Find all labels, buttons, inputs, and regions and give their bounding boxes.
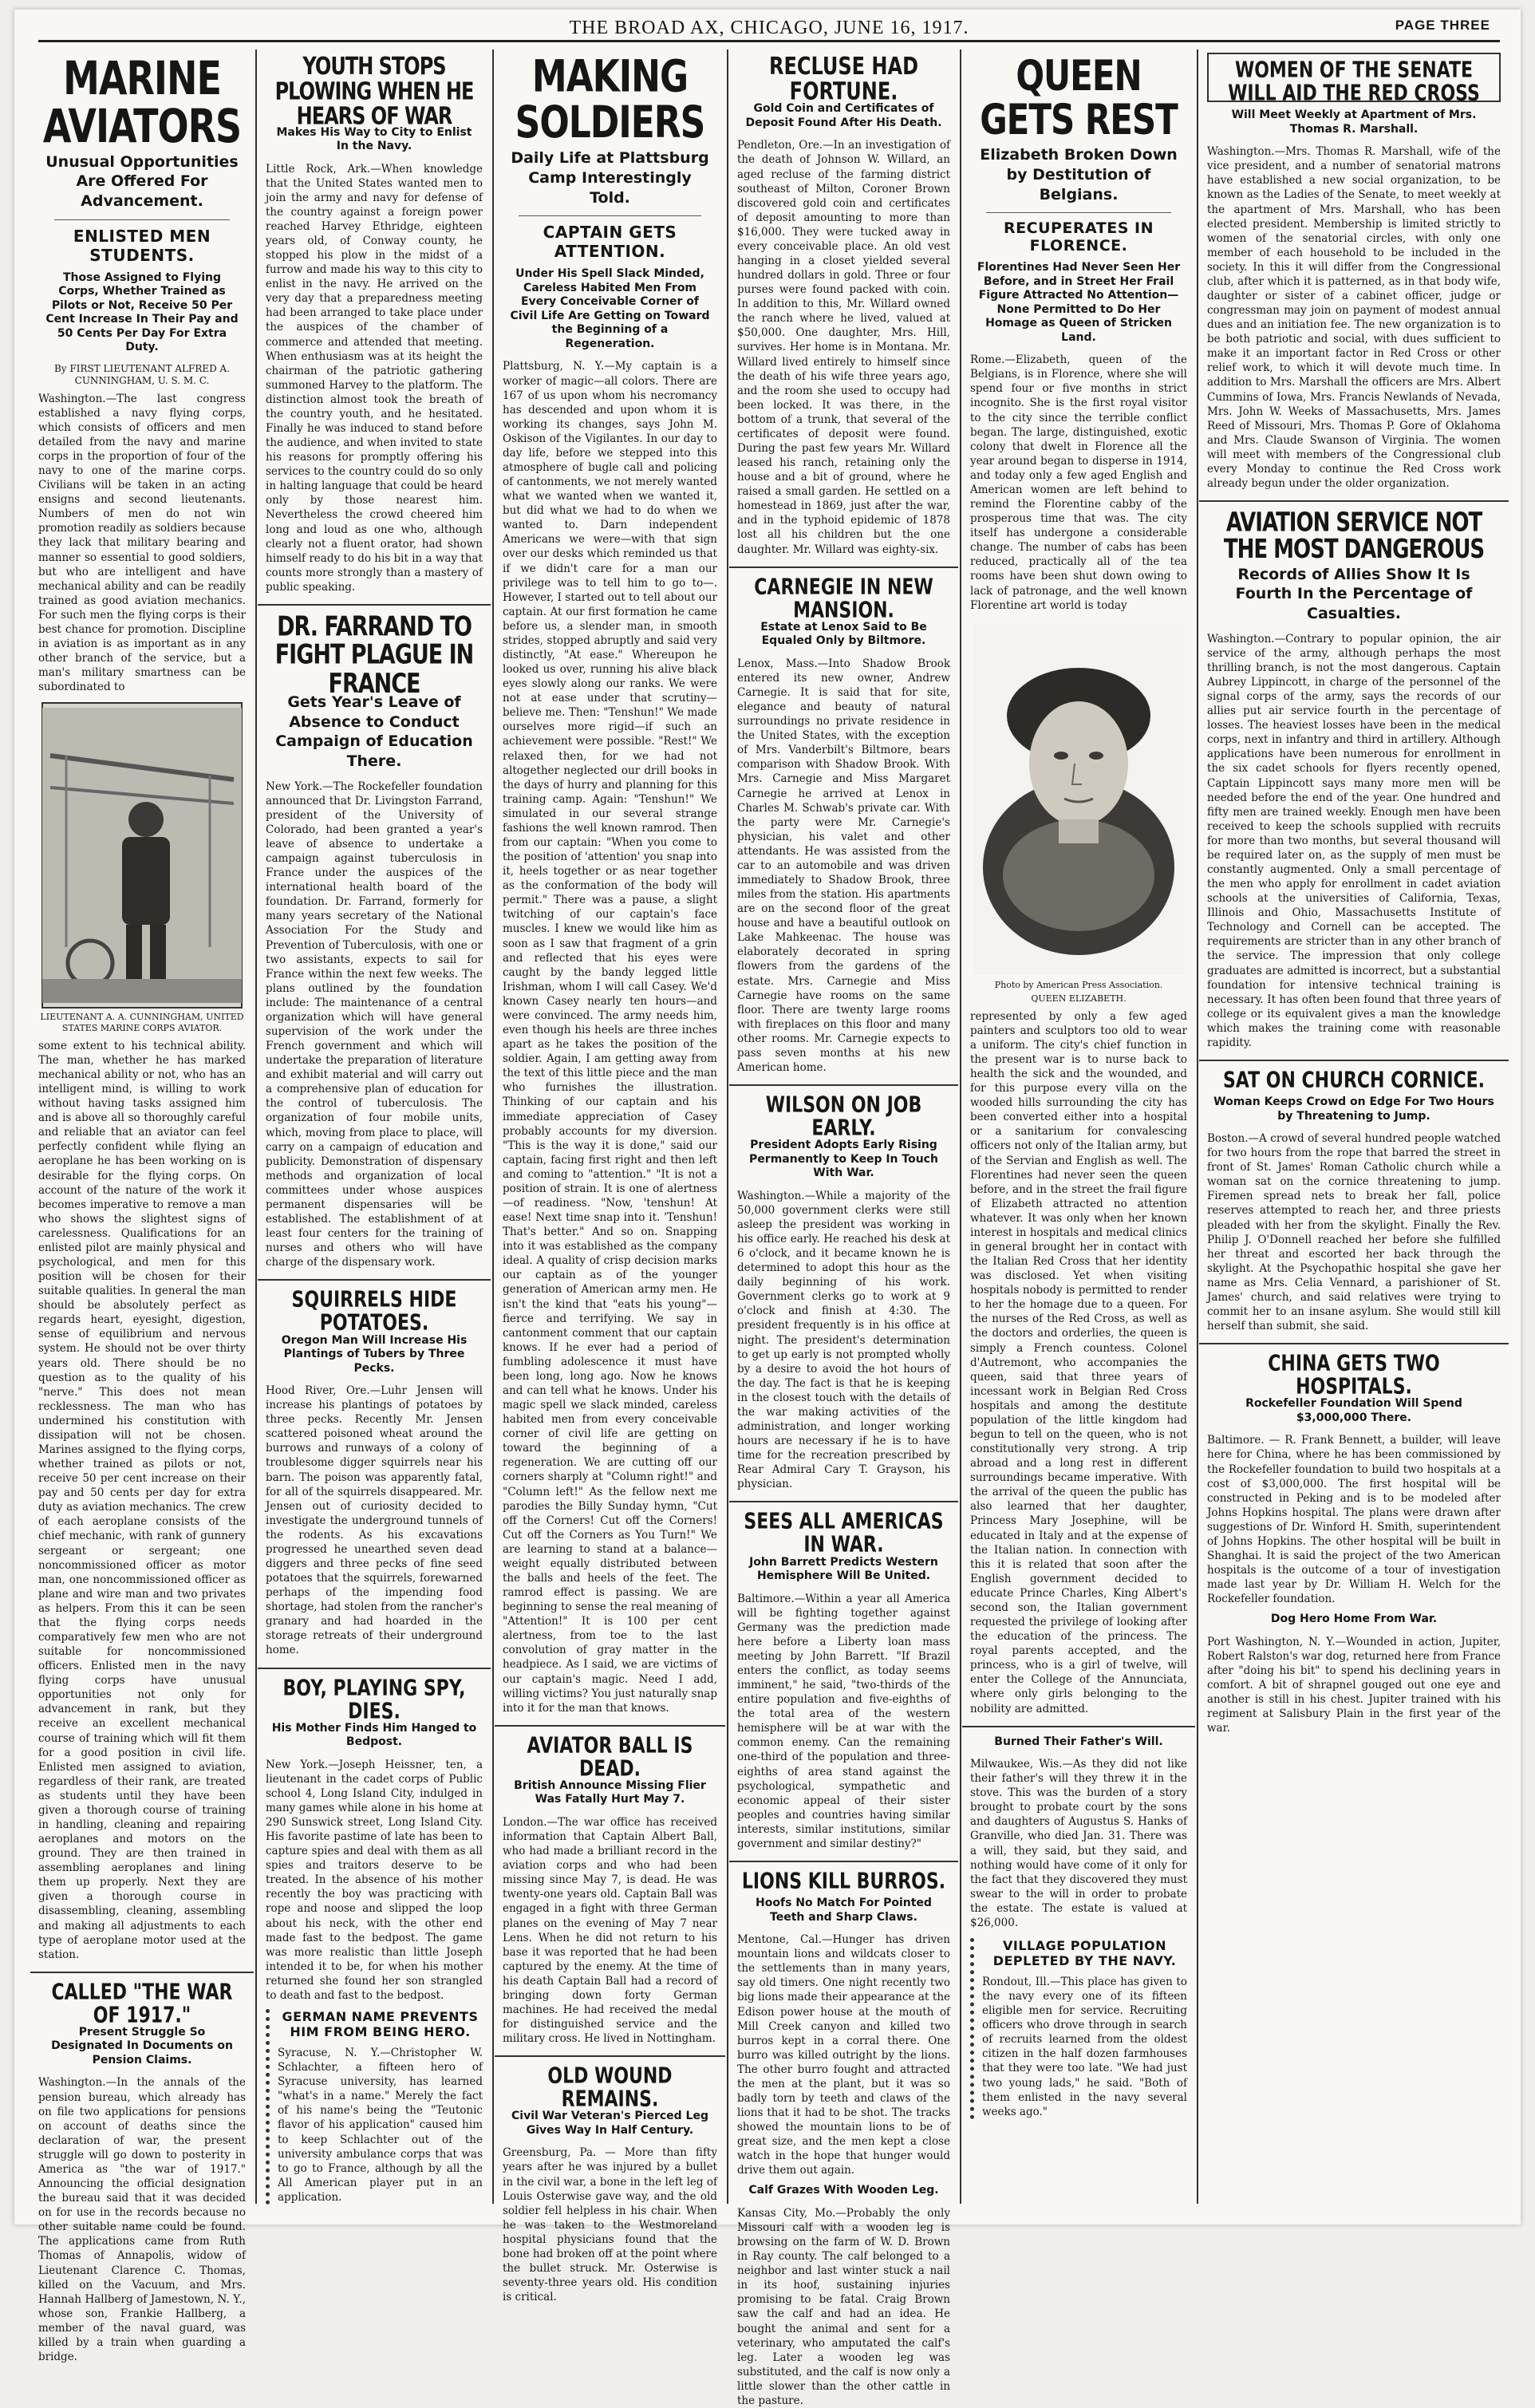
article-body: Pendleton, Ore.—In an investigation of the death of Johnson W. Willard, an aged recluse of the farming district southeast of Milton, Coroner Brown discovered gold coin and certificates of deposit amounting to more than $16,000. They were tucked away in every conceivable place. An old vest hanging in a closet yielded several hundred dollars in gold. Three or four purses were found packed with coin. In addition to this, Mr. Willard owned the ranch where he lived, valued at $50,000. One daughter, Mrs. Hill, survives. Her home is in Montana. Mr. Willard lived entirely to himself since the death of his wife three years ago, and the room she used to occupy had been locked. It was there, in the bottom of a trunk, that several of the certificates of deposit were found. During the past few years Mr. Willard leased his ranch, retaining only the house and a bit of ground, where he raised a small garden. He settled on a homestead in 1869, just after the war, and in the typhoid epidemic of 1878 lost all his children but the one daughter. Mr. Willard was eighty-six. (737, 139, 950, 556)
photo-caption: LIEUTENANT A. A. CUNNINGHAM, UNITED STATES MARINE CORPS AVIATOR. (40, 1012, 244, 1034)
article-deck: Oregon Man Will Increase His Plantings of Tubers by Three Pecks. (281, 1333, 468, 1375)
photo-caption: QUEEN ELIZABETH. (1031, 993, 1127, 1004)
article-headline: QUEEN GETS REST (980, 51, 1178, 144)
article-summary: Florentines Had Never Seen Her Before, and in Street Her Frail Figure Attracted No Attention—None Permitted to Do Her Homage as Queen of Stricken Land. (977, 261, 1181, 344)
article-body: London.—The war office has received information that Captain Albert Ball, who had made a brilliant record in the aviation corps and who had been missing since May 7, is dead. He was twenty-one years old. Captain Ball was engaged in a fight with three German planes on the evening of May 7 near Lens. When he did not return to his base it was reported that he had been captured by the enemy. At the time of his death Captain Ball had a record of bringing down forty German machines. He had received the medal for distinguished service and the military cross. He lived in Nottingham. (503, 1815, 717, 2046)
column-rule (492, 49, 494, 2204)
article-headline: MARINE AVIATORS (42, 51, 242, 154)
column-rule (255, 49, 257, 2204)
article-deck: Makes His Way to City to Enlist In the Navy. (276, 125, 472, 153)
divider (729, 1861, 958, 1862)
divider (258, 1668, 491, 1669)
article-deck: Hoofs No Match For Pointed Teeth and Sharp Claws. (756, 1897, 932, 1924)
article-headline: WOMEN OF THE SENATE WILL AID THE RED CROSS (1228, 57, 1480, 106)
divider (258, 604, 491, 606)
article-deck: Present Struggle So Designated In Documents on Pension Claims. (51, 2025, 233, 2067)
divider (519, 215, 701, 216)
article-headline: MAKING SOLDIERS (515, 51, 705, 148)
article-body: represented by only a few aged painters and sculptors too old to wear a uniform. The city's chief function in the present war is to nurse back to health the sick and the wounded, and for this purpose every villa on the wooded hills surrounding the city has been converted either into a hospital or a sanitarium for convalescing officers not only of the Italian army, but of the Servian and English as well. The Florentines had never seen the queen before, and in the street the frail figure of Elizabeth attracted no attention whatever. It was only when her known interest in hospitals and medical clinics in general brought her in contact with the Italian Red Cross that her identity was disclosed. Yet when visiting hospitals nobody is permitted to render to her the homage due to a queen. For the nurses of the Red Cross, as well as the doctors and orderlies, the queen is simply a French countess. Colonel d'Autremont, who accompanies the queen, said that three years of incessant work in Belgian Red Cross hospitals and among the destitute population of the little kingdom had begun to tell on the queen, who is not constitutionally very strong. A trip abroad and a long rest in different surroundings became imperative. With the arrival of the queen the public has also learned that her daughter, Princess Mary Josephine, will be educated in Italy and at the expense of the Italian nation. In connection with this it is related that soon after the English government decided to educate Prince Charles, King Albert's second son, the Italian government requested the privilege of looking after the education of the princess. The royal parents accepted, and the princess, who is a girl of twelve, will enter the College of the Annunciata, where only girls belonging to the nobility are admitted. (970, 1009, 1187, 1715)
article-deck: Elizabeth Broken Down by Destitution of Belgians. (980, 146, 1178, 203)
article-headline: GERMAN NAME PREVENTS HIM FROM BEING HERO. (282, 2009, 479, 2040)
column-rule (727, 49, 728, 2204)
column-3 (495, 49, 725, 2304)
divider (986, 212, 1171, 213)
article-headline: Calf Grazes With Wooden Leg. (748, 2184, 939, 2197)
divider (495, 1725, 725, 1727)
divider (495, 2055, 725, 2057)
article-headline: AVIATION SERVICE NOT THE MOST DANGEROUS (1223, 507, 1485, 566)
article-deck: British Announce Missing Flier Was Fatally Hurt May 7. (514, 1778, 706, 1806)
article-body: Plattsburg, N. Y.—My captain is a worker of magic—all colors. There are 167 of us upon whom his necromancy has descended and upon whom it is working its changes, says John M. Oskison of the Vigilantes. In our day to day life, before we stepped into this atmosphere of bugle call and policing of cantonments, we not merely wanted what we wanted when we wanted it, but did what we had to do when we wanted to. Darn independent Americans we were—with that sign over our desks which reminded us that if we didn't care for a man our privilege was to tell him to go to—. However, I started out to tell about our captain. At our first formation he came before us, a slender man, in smooth strides, stopped abruptly and said very distinctly, "At ease." Whereupon he looked us over, running his alive black eyes slowly along our ranks. We were not at ease under that scrutiny—believe me. Then: "Tenshun!" We made ourselves more rigid—if such an achievement were possible. "Rest!" We relaxed then, for we had not altogether neglected our drill books in the days of hurry and planning for this training camp. Again: "Tenshun!" We simulated in our several strange fashions the well known ramrod. Then from our captain: "When you come to the position of 'attention' you snap into it, heels together or as near together as the conformation of the body will permit." There was a pause, a slight twitching of our captain's face muscles. I knew we would like him as soon as I saw that fragment of a grin and reflected that his eyes were caught by the bandy legged little Irishman, whom I will call Casey. We'd known Casey nearly ten hours—and were convinced. The army needs him, even though his heels are three inches apart as he takes the position of the soldier. Again, I am getting away from the text of this little piece and the man who furnishes the illustration. Thinking of our captain and his immediate appreciation of Casey probably accounts for my diversion. "This is the way it is done," said our captain, facing first right and then left and coming to "attention." "It is not a position of strain. It is one of alertness—of readiness. "Now, 'tenshun! At ease! Next time snap into it. 'Tenshun! That's better." And so on. Snapping into it was established as the company ideal. A quality of crisp decision marks our captain as of the younger generation of American army men. He isn't the kind that "eats his young"—fierce and terrifying. We say in cantonment comment that our captain knows. If he ever had a period of fumbling adolescence it must have been long, long ago. Now he knows and can tell what he knows. Under his magic spell we slack minded, careless habited men from every conceivable corner of civil life are getting on toward the beginning of a regeneration. We are cutting off our corners sharply at "Column right!" and "Column left!" As the fellow next me parodies the Billy Sunday hymn, "Cut off the Corners! Cut off the Corners! Cut off the Corners as You Turn!" We are learning to stand at a balance—weight equally distributed between the balls and heels of the feet. The ramrod effect is passing. We are beginning to sense the real meaning of "Attention!" It is 100 per cent alertness, from toe to the last convolution of gray matter in the headpiece. As I said, we are victims of our captain's magic. Need I add, willing victims? You just naturally snap into it for the man that knows. (503, 360, 717, 1715)
queen-elizabeth-portrait (973, 624, 1184, 975)
article-body: Washington.—Contrary to popular opinion, the air service of the army, although perhaps the most thrilling branch, is not the most dangerous. Captain Aubrey Lippincott, in charge of the personnel of the signal corps of the army, says the records of our allies put air service fourth in the percentage of losses. The heaviest losses have been in the medical corps, next in infantry and third in artillery. Although applications have been numerous for enrollment in the six cadet schools for flyers recently opened, Captain Lippincott says many more men will be needed before the end of the year. One hundred and fifty men are trained weekly. Enough men have been received to keep the schools supplied with recruits for more than two months, but several thousand will be required later on, as the supply of men must be constantly augmented. Only a small percentage of the men who apply for enrollment in cadet aviation schools at the universities of California, Texas, Illinois and Ohio, Massachusetts Institute of Technology and Cornell can be accepted. The requirements are stricter than in any other branch of the service. The impression that only college graduates are admitted is incorrect, but a substantial foundation for intensive technical training is necessary. It has often been found that three years of college or its equivalent gives a man the knowledge which makes the training come with reasonable rapidity. (1207, 632, 1501, 1049)
article-body: Milwaukee, Wis.—As they did not like their father's will they threw it in the stove. This was the burden of a story brought to probate court by the sons and daughters of Augustus S. Hanks of Granville, who died Jan. 31. There was a will, they said, but they said, and nothing would have come of it only for the fact that they discovered they must swear to the will in order to probate the estate. The estate is valued at $26,000. (970, 1758, 1187, 1929)
divider (54, 219, 230, 220)
article-deck: John Barrett Predicts Western Hemisphere Will Be United. (749, 1555, 938, 1583)
article-headline: Dog Hero Home From War. (1270, 1613, 1438, 1626)
article-body: Washington.—While a majority of the 50,000 government clerks were still asleep the president was working in his office early. He reached his desk at 6 o'clock, and it became known he is determined to adopt this hour as the daily beginning of his work. Government clerks go to work at 9 o'clock and finish at 4:30. The president frequently is in his office at night. The president's determination to get up early is not prompted wholly by a desire to avoid the hot hours of the day. The fact is that he is keeping in the closest touch with the details of the war making activities of the administration, and longer working hours are necessary if he is to have time for the recreation prescribed by Rear Admiral Cary T. Grayson, his physician. (737, 1189, 950, 1491)
article-headline: SAT ON CHURCH CORNICE. (1222, 1068, 1486, 1093)
photo-credit: Photo by American Press Association. (994, 980, 1163, 990)
article-body: Syracuse, N. Y.—Christopher W. Schlachter, a fifteen hero of Syracuse university, has learned "what's in a name." Merely the fact of his name's being the "Teutonic flavor of his application" caused him to keep Schlachter out of the university ambulance corps that was to go to France, although by all the All American player put in an application. (278, 2047, 483, 2204)
article-deck: Daily Life at Plattsburg Camp Interestingly Told. (511, 149, 709, 207)
column-rule (960, 49, 961, 2204)
column-4 (729, 49, 958, 2407)
boxed-headline (1207, 53, 1501, 106)
article-deck: Records of Allies Show It Is Fourth In the Percentage of Casualties. (1235, 565, 1473, 623)
divider (729, 1501, 958, 1502)
article-body: Little Rock, Ark.—When knowledge that the United States wanted men to join the army and navy for defense of the country against a foreign power reached Harvey Ethridge, eighteen years old, of Conway county, he stopped his plow in the midst of a furrow and made his way to this city to enlist in the navy. He arrived on the very day that a preparedness meeting had been arranged to take place under the auspices of the chamber of commerce and attended that meeting. When enthusiasm was at its height the chairman of the patriotic gathering summoned Harvey to the platform. The distinction almost took the breath of the country youth, and he hesitated. Finally he was induced to stand before the audience, and when invited to state his reasons for promptly offering his services to the country could do so only in halting language that could be heard only by those nearest him. Nevertheless the crowd cheered him long and loud as one who, although clearly not a fluent orator, had shown himself ready to do his bit in a way that counts more strongly than a mastery of public speaking. (266, 162, 483, 594)
article-headline: SEES ALL AMERICAS IN WAR. (744, 1510, 944, 1558)
article-body: New York.—The Rockefeller foundation announced that Dr. Livingston Farrand, president of the University of Colorado, had been granted a year's leave of absence to undertake a campaign against tuberculosis in France under the auspices of the international health board of the foundation. Dr. Farrand, formerly for many years secretary of the National Association For the Study and Prevention of Tuberculosis, with one or two assistants, expects to sail for France within the next few weeks. The plans outlined by the foundation include: The maintenance of a central organization which will have general supervision of the work under the French government and which will undertake the preparation of literature and exhibit material and will carry out a comprehensive plan of education for the control of tuberculosis. The organization of four mobile units, which, moving from place to place, will carry on a campaign of education and publicity. Demonstration of dispensary methods and organization of local committees under whose auspices permanent dispensaries will be established. The establishment of at least four centers for the training of nurses and others who will have charge of the dispensary work. (266, 780, 483, 1269)
article-deck: President Adopts Early Rising Permanently to Keep In Touch With War. (749, 1139, 938, 1180)
article-body: Mentone, Cal.—Hunger has driven mountain lions and wildcats closer to the settlements than in many years, say old timers. One night recently two big lions made their appearance at the Edison power house at the mouth of Mill Creek canyon and killed two burros kept in a corral there. One burro was killed outright by the lions. The other burro fought and attracted the men at the plant, but it was so badly torn by teeth and claws of the lions that it had to be shot. The tracks showed the mountain lions to be of great size, and the men kept a close watch in the hope that hunger would drive them out again. (737, 1933, 950, 2177)
column-2 (258, 49, 491, 2212)
article-headline: LIONS KILL BURROS. (741, 1869, 946, 1895)
article-body: Boston.—A crowd of several hundred people watched for two hours from the rope that barred the street in front of St. James' Roman Catholic church while a woman sat on the cornice threatening to jump. Firemen spread nets to break her fall, police reserves attempted to reach her, and three priests pleaded with her from the skylight. Finally the Rev. Philip J. O'Donnell reached her before she fulfilled her threat and escorted her back through the skylight. At the Psychopathic hospital she gave her name as Mrs. Celia Vennard, a parishioner of St. James' church, and said relatives were trying to commit her to an insane asylum. She would still kill herself than submit, she said. (1207, 1132, 1501, 1333)
article-body: Hood River, Ore.—Luhr Jensen will increase his plantings of potatoes by three pecks. Recently Mr. Jensen scattered poisoned wheat around the burrows and runways of a colony of troublesome digger squirrels near his barn. The poison was apparently fatal, for all of the squirrels disappeared. Mr. Jensen out of curiosity decided to investigate the underground tunnels of the rodents. As his excavations progressed he unearthed seven dead diggers and three pecks of fine seed potatoes that the squirrels, forewarned perhaps of the impending food shortage, had stolen from the rancher's granary and had hoarded in the storage retreats of their underground home. (266, 1384, 483, 1657)
article-body: Lenox, Mass.—Into Shadow Brook entered its new owner, Andrew Carnegie. It is said that for site, elegance and beauty of natural surroundings no private residence in the United States, with the exception of Mrs. Vanderbilt's Biltmore, bears comparison with Shadow Brook. With Mrs. Carnegie and Miss Margaret Carnegie he arrived at Lenox in Charles M. Schwab's private car. With the party were Mr. Carnegie's physician, his valet and other attendants. He was assisted from the car to an automobile and was driven immediately to Shadow Brook, three miles from the station. His apartments are on the second floor of the great house and have a beautiful outlook on Lake Mahkeenac. The house was elaborately decorated in spring flowers from the gardens of the estate. Mrs. Carnegie and Miss Carnegie have rooms on the same floor. There are twenty large rooms with fireplaces on this floor and many other rooms. Mr. Carnegie expects to pass seven months at his new American home. (737, 657, 950, 1075)
masthead-header (38, 16, 1500, 42)
article-headline: Burned Their Father's Will. (994, 1735, 1163, 1748)
article-subhead: ENLISTED MEN STUDENTS. (73, 226, 211, 265)
article-deck: Civil War Veteran's Pierced Leg Gives Way In Half Century. (511, 2110, 708, 2137)
article-headline: CALLED "THE WAR OF 1917." (51, 1980, 233, 2028)
boxed-article (266, 2009, 483, 2205)
column-5-lower (962, 616, 1195, 2212)
aviator-photo (41, 702, 243, 1009)
article-body: Washington.—In the annals of the pension bureau, which already has on file two applications for pensions on account of deaths since the declaration of war, the present struggle will go down to posterity in America as "the war of 1917." Announcing the official designation the bureau said that it was decided on for use in the records because no other suitable name could be found. The applications came from Ruth Thomas of Annapolis, widow of Lieutenant Clarence C. Thomas, killed on the Vacuum, and Mrs. Hannah Hallberg of Jamestown, N. Y., whose son, Frankie Hallberg, a member of the naval guard, was killed by a train when guarding a bridge. (38, 2076, 246, 2363)
divider (962, 1726, 1195, 1727)
article-deck: Will Meet Weekly at Apartment of Mrs. Thomas R. Marshall. (1231, 109, 1477, 136)
article-headline: YOUTH STOPS PLOWING WHEN HE HEARS OF WAR (274, 52, 474, 131)
byline: By FIRST LIEUTENANT ALFRED A. CUNNINGHAM, U. S. M. C. (53, 362, 231, 386)
aviator-illustration (42, 708, 242, 1003)
divider (1199, 500, 1509, 502)
article-deck: His Mother Finds Him Hanged to Bedpost. (271, 1721, 477, 1749)
article-body: Baltimore.—Within a year all America will be fighting together against Germany was the prediction made here before a Liberty loan mass meeting by John Barrett. "If Brazil enters the conflict, as today seems imminent," he said, "two-thirds of the entire population and five-eighths of the total area of the western hemisphere will be at war with the common enemy. Can the remaining one-third of the population and three-eighths of area stand against the psychological, sympathetic and economic appeal of their sister peoples and countries having similar interests, similar institutions, similar government and similar destiny?" (737, 1592, 950, 1850)
article-summary: Those Assigned to Flying Corps, Whether Trained as Pilots or Not, Receive 50 Per Cent Increase In Their Pay and 50 Cents Per Day For Extra Duty. (45, 270, 239, 354)
column-1 (30, 49, 254, 2363)
divider (258, 1279, 491, 1281)
article-deck: Rockefeller Foundation Will Spend $3,000,000 There. (1245, 1397, 1462, 1424)
article-deck: Gets Year's Leave of Absence to Conduct Campaign of Education There. (275, 693, 473, 770)
article-body: Baltimore. — R. Frank Bennett, a builder, will leave here for China, where he has been commissioned by the Rockefeller foundation to build two hospitals at a cost of $3,000,000. The first hospital will be constructed in Peking and is to be modeled after Johns Hopkins hospital. The plans were drawn after suggestions of Dr. Winford H. Smith, superintendent of Johns Hopkins. The other hospital will be built in Shanghai. It is said the project of the two American hospitals is the outcome of a tour of investigation made last year by Dr. William H. Welch for the Rockefeller foundation. (1207, 1434, 1501, 1606)
divider (30, 1972, 254, 1973)
article-body: Rome.—Elizabeth, queen of the Belgians, is in Florence, where she will spend four or five months in strict incognito. She is the first royal visitor to the city since the terrible conflict began. The large, distinguished, exotic colony that dwelt in Florence all the year around began to disperse in 1914, and today only a few aged English and American women are left behind to remind the Florentine cabby of the prosperous time that was. The city itself has undergone a considerable change. The number of cabs has been reduced, practically all of the tea rooms have been shut down owing to lack of patronage, and the well known Florentine art world is today (970, 353, 1187, 612)
page-number: PAGE THREE (1395, 18, 1490, 33)
article-deck: Woman Keeps Crowd on Edge For Two Hours by Threatening to Jump. (1213, 1095, 1494, 1123)
article-subhead: RECUPERATES IN FLORENCE. (1004, 219, 1154, 255)
article-deck: Estate at Lenox Said to Be Equaled Only by Biltmore. (760, 620, 927, 648)
divider (1199, 1343, 1509, 1344)
article-headline: DR. FARRAND TO FIGHT PLAGUE IN FRANCE (274, 611, 474, 700)
article-body: Washington.—The last congress established a navy flying corps, which consists of officers and men detailed from the navy and marine corps in the proportion of four of the navy to one of the marine corps. Civilians will be taken in an acting ensigns and second lieutenants. Numbers of men do not win promotion readily as soldiers because they lack that military bearing and manner so essential to good soldiers, but who are intelligent and have mechanical ability and can be readily trained as good aviation mechanics. For such men the flying corps is their best chance for promotion. Discipline in aviation is as important as in any other branch of the service, but a man's military smartness can be subordinated to (38, 392, 246, 694)
column-rule (1197, 49, 1198, 2204)
boxed-article (970, 1938, 1187, 2119)
article-body: some extent to his technical ability. The man, whether he has marked mechanical ability or not, who has an intelligent mind, is willing to work without having tasks assigned him and is above all so thoroughly careful and reliable that an aviator can feel perfectly confident while flying an aeroplane he has been working on is desirable for the flying corps. On account of the nature of the work it becomes imperative to remove a man who shows the slightest signs of carelessness. Qualifications for an enlisted pilot are mainly physical and psychological, and men for this position will be chosen for their suitable qualities. In general the man should be absolutely perfect as regards heart, eyesight, digestion, sense of equilibrium and nervous system. He should not be over thirty years old. There should be no question as to the quality of his "nerve." This does not mean recklessness. The man who has undermined his constitution with dissipation will not be chosen. Marines assigned to the flying corps, whether trained as pilots or not, receive 50 per cent increase on their pay and 50 cents per day for extra duty as aviation mechanics. The crew of each aeroplane consists of the chief mechanic, with rank of gunnery sergeant or sergeant; one noncommissioned officer as motor man, one noncommissioned officer as plane and wire man and two privates as helpers. From this it can be seen that the flying corps needs comparatively few men who are not suitable for noncommissioned officers. Enlisted men in the navy flying corps have unusual opportunities not only for advancement in rank, but they receive an excellent mechanical course of training which will fit them for a good position in civil life. Enlisted men assigned to aviation, regardless of their rank, are treated as students until they have been given a thorough course of training in handling, cleaning and repairing aeroplanes and motors on the ground. They are then trained in assembling aeroplanes and lining them up properly. Next they are given a thorough course in disassembling, cleaning, assembling and making all adjustments to each type of aeroplane motor used at the station. (38, 1039, 246, 1961)
queen-portrait-illustration (975, 628, 1182, 971)
article-body: Greensburg, Pa. — More than fifty years after he was injured by a bullet in the civil war, a bone in the left leg of Louis Osterwise gave way, and the old soldier fell helpless in his chair. When he was taken to the Westmoreland hospital physicians found that the bone had broken off at the point where the bullet struck. Mr. Osterwise is seventy-three years old. His condition is critical. (503, 2146, 717, 2304)
article-summary: Under His Spell Slack Minded, Careless Habited Men From Every Conceivable Corner of Civil Life Are Getting on Toward the Beginning of a Regeneration. (510, 267, 710, 350)
article-deck: Unusual Opportunities Are Offered For Advancement. (45, 152, 239, 210)
article-headline: AVIATOR BALL IS DEAD. (527, 1733, 693, 1782)
article-deck: Gold Coin and Certificates of Deposit Found After His Death. (745, 102, 942, 129)
article-headline: CHINA GETS TWO HOSPITALS. (1268, 1351, 1440, 1400)
divider (729, 1084, 958, 1086)
divider (729, 566, 958, 568)
newspaper-page (14, 10, 1521, 2407)
article-headline: SQUIRRELS HIDE POTATOES. (291, 1288, 457, 1336)
article-headline: RECLUSE HAD FORTUNE. (768, 52, 919, 105)
article-body: Kansas City, Mo.—Probably the only Missouri calf with a wooden leg is browsing on the farm of W. D. Brown in Ray county. The calf belonged to a neighbor and last winter stuck a nail in its hoof, sustaining injuries promising to be fatal. Craig Brown saw the calf and had an idea. He bought the animal and sent for a veterinary, who amputated the calf's leg. Later a wooden leg was substituted, and the calf is now only a little slower than the other cattle in the pasture. (737, 2206, 950, 2407)
article-body: Washington.—Mrs. Thomas R. Marshall, wife of the vice president, and a number of senatorial matrons have established a new social organization, to be known as the Ladies of the Senate, to meet weekly at the apartment of Mrs. Marshall, who has been elected president. Membership is limited strictly to women of the senatorial circles, with only one member of each household to be included in the society. In this it will differ from the Congressional club, after which it is patterned, as in that body wife, daughter or sister of a cabinet officer, judge or congressman may join on payment of modest annual dues and an initiation fee. The new organization is to be both patriotic and social, with dues sufficient to make it an important factor in Red Cross or other relief work, to which it will devote much time. In addition to Mrs. Marshall the officers are Mrs. Albert Cummins of Iowa, Mrs. Francis Newlands of Nevada, Mrs. John W. Weeks of Massachusetts, Mrs. James Reed of Missouri, Mrs. Thomas P. Gore of Oklahoma and Mrs. Claude Swanson of Virginia. The women will meet with members of the Congressional club every Monday to continue the Red Cross work already begun under the older organization. (1207, 145, 1501, 490)
article-headline: WILSON ON JOB EARLY. (765, 1092, 922, 1141)
newspaper-dateline: THE BROAD AX, CHICAGO, JUNE 16, 1917. (569, 17, 969, 38)
article-body: New York.—Joseph Heissner, ten, a lieutenant in the cadet corps of Public school 4, Long Island City, indulged in many games while alone in his home at 290 Sunswick street, Long Island City. His favorite pastime of late has been to capture spies and deal with them as all spies and traitors deserve to be treated. In the absence of his mother recently the boy was practicing with rope and noose and slipped the loop about his neck, with the other end made fast to the bedpost. The game was more realistic than little Joseph intended it to be, for when his mother returned she found her son strangled to death and fast to the bedpost. (266, 1758, 483, 2002)
column-6 (1199, 49, 1509, 2212)
article-body: Rondout, Ill.—This place has given to the navy every one of its fifteen eligible men for service. Recruiting officers who drove through in search of recruits learned from the oldest citizen in the half dozen farmhouses that they were too late. "We had just two young lads," he said. "Both of them enlisted in the navy several weeks ago." (982, 1976, 1187, 2118)
article-body: Port Washington, N. Y.—Wounded in action, Jupiter, Robert Ralston's war dog, returned here from France after "doing his bit" to spend his declining years in comfort. A bit of shrapnel gouged out one eye and another is still in his chest. Jupiter trained with his regiment at Salisbury Plain in the first year of the war. (1207, 1635, 1501, 1735)
article-headline: BOY, PLAYING SPY, DIES. (282, 1676, 466, 1724)
article-headline: VILLAGE POPULATION DEPLETED BY THE NAVY. (992, 1938, 1177, 1969)
article-headline: CARNEGIE IN NEW MANSION. (754, 574, 933, 623)
article-subhead: CAPTAIN GETS ATTENTION. (543, 223, 677, 262)
article-headline: OLD WOUND REMAINS. (547, 2063, 673, 2113)
divider (1199, 1060, 1509, 1061)
